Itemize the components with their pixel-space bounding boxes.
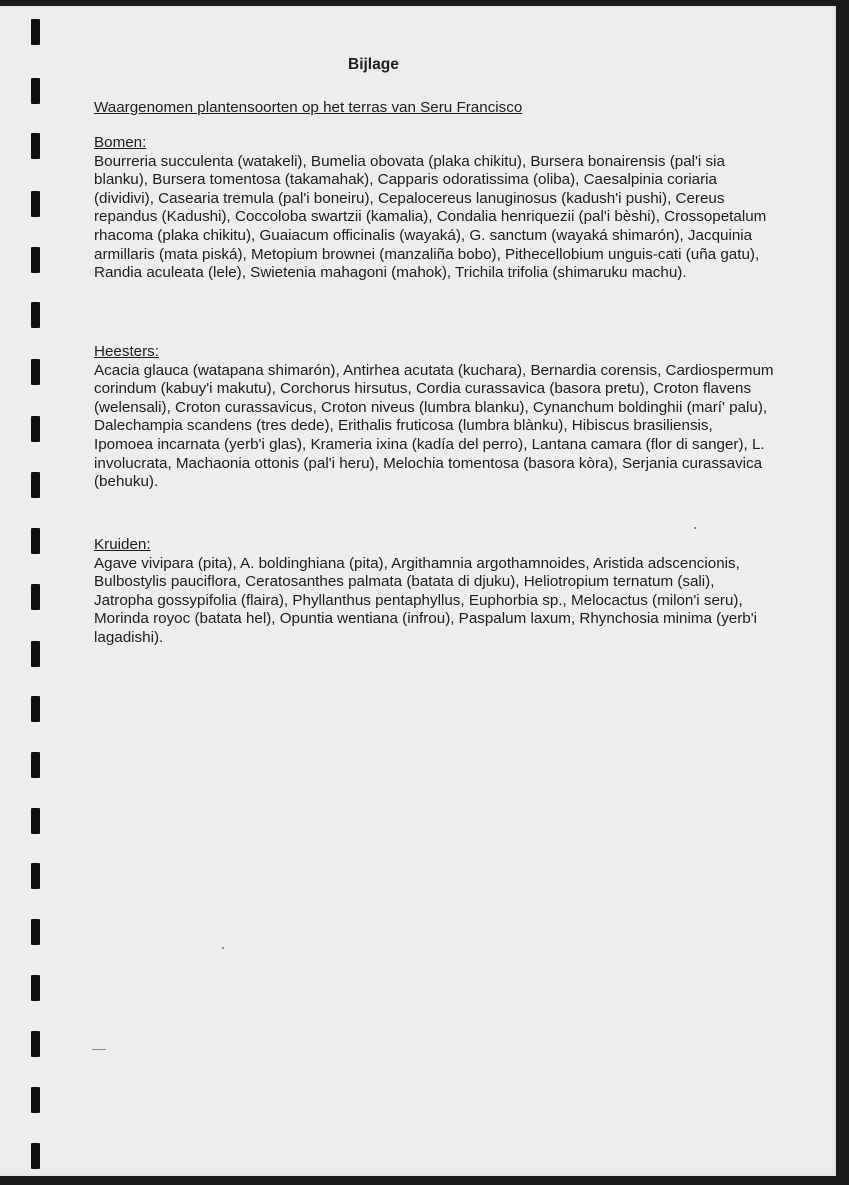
binding-hole <box>31 472 40 498</box>
section-text: Bourreria succulenta (watakeli), Bumelia obovata (plaka chikitu), Bursera bonairensis (pal'i sia blanku), Bursera tomentosa (takamahak), Capparis odoratissima (oliba), Caesalpinia coriaria (dividivi), Casearia tremula (pal'i boneiru), Cepalocereus lanuginosus (kadush'i pushi), Cereus repandus (Kadushi), Coccoloba swartzii (kamalia), Condalia henriquezii (pal'i bèshi), Crossopetalum rhacoma (plaka chikitu), Guaiacum officinalis (wayaká), G. sanctum (wayaká shimarón), Jacquinia armillaris (mata piská), Metopium brownei (manzaliña bobo), Pithecellobium unguis-cati (uña gatu), Randia aculeata (lele), Swietenia mahagoni (mahok), Trichila trifolia (shimaruku machu). <box>94 152 767 282</box>
binding-hole <box>31 1143 40 1169</box>
section-bomen <box>94 134 774 283</box>
binding-hole <box>31 247 40 273</box>
document-subtitle: Waargenomen plantensoorten op het terras van Seru Francisco <box>94 99 523 116</box>
binding-hole <box>31 302 40 328</box>
binding-hole <box>31 78 40 104</box>
binding-hole <box>31 641 40 667</box>
binding-hole <box>31 416 40 442</box>
binding-hole <box>31 808 40 834</box>
section-heading: Heesters: <box>94 343 159 360</box>
binding-hole <box>31 752 40 778</box>
binding-hole <box>31 1031 40 1057</box>
binding-hole <box>31 696 40 722</box>
binding-hole <box>31 528 40 554</box>
scan-speck <box>92 1049 106 1050</box>
binding-hole <box>31 863 40 889</box>
binding-hole <box>31 1087 40 1113</box>
binding-hole <box>31 975 40 1001</box>
scan-speck <box>694 527 696 529</box>
scan-speck <box>222 947 224 949</box>
scanned-page <box>0 6 836 1176</box>
section-kruiden <box>94 536 774 648</box>
binding-hole <box>31 359 40 385</box>
binding-hole <box>31 133 40 159</box>
document-title: Bijlage <box>348 56 399 73</box>
section-heading: Bomen: <box>94 134 147 151</box>
section-heading: Kruiden: <box>94 536 151 553</box>
section-text: Acacia glauca (watapana shimarón), Antirhea acutata (kuchara), Bernardia corensis, Cardiospermum corindum (kabuy'i makutu), Corchorus hirsutus, Cordia curassavica (basora pretu), Croton flavens (welensali), Croton curassavicus, Croton niveus (lumbra blanku), Cynanchum boldinghii (marí' palu), Dalechampia scandens (tres dede), Erithalis fruticosa (lumbra blànku), Hibiscus brasiliensis, Ipomoea incarnata (yerb'i glas), Krameria ixina (kadía del perro), Lantana camara (flor di sanger), L. involucrata, Machaonia ottonis (pal'i heru), Melochia tomentosa (basora kòra), Serjania curassavica (behuku). <box>94 361 774 491</box>
binding-hole <box>31 19 40 45</box>
binding-hole <box>31 584 40 610</box>
binding-hole <box>31 919 40 945</box>
binding-hole <box>31 191 40 217</box>
section-text: Agave vivipara (pita), A. boldinghiana (pita), Argithamnia argothamnoides, Aristida adscencionis, Bulbostylis pauciflora, Ceratosanthes palmata (batata di djuku), Heliotropium ternatum (sali), Jatropha gossypifolia (flaira), Phyllanthus pentaphyllus, Euphorbia sp., Melocactus (milon'i seru), Morinda royoc (batata hel), Opuntia wentiana (infrou), Paspalum laxum, Rhynchosia minima (yerb'i lagadishi). <box>94 554 758 646</box>
section-heesters <box>94 343 774 492</box>
